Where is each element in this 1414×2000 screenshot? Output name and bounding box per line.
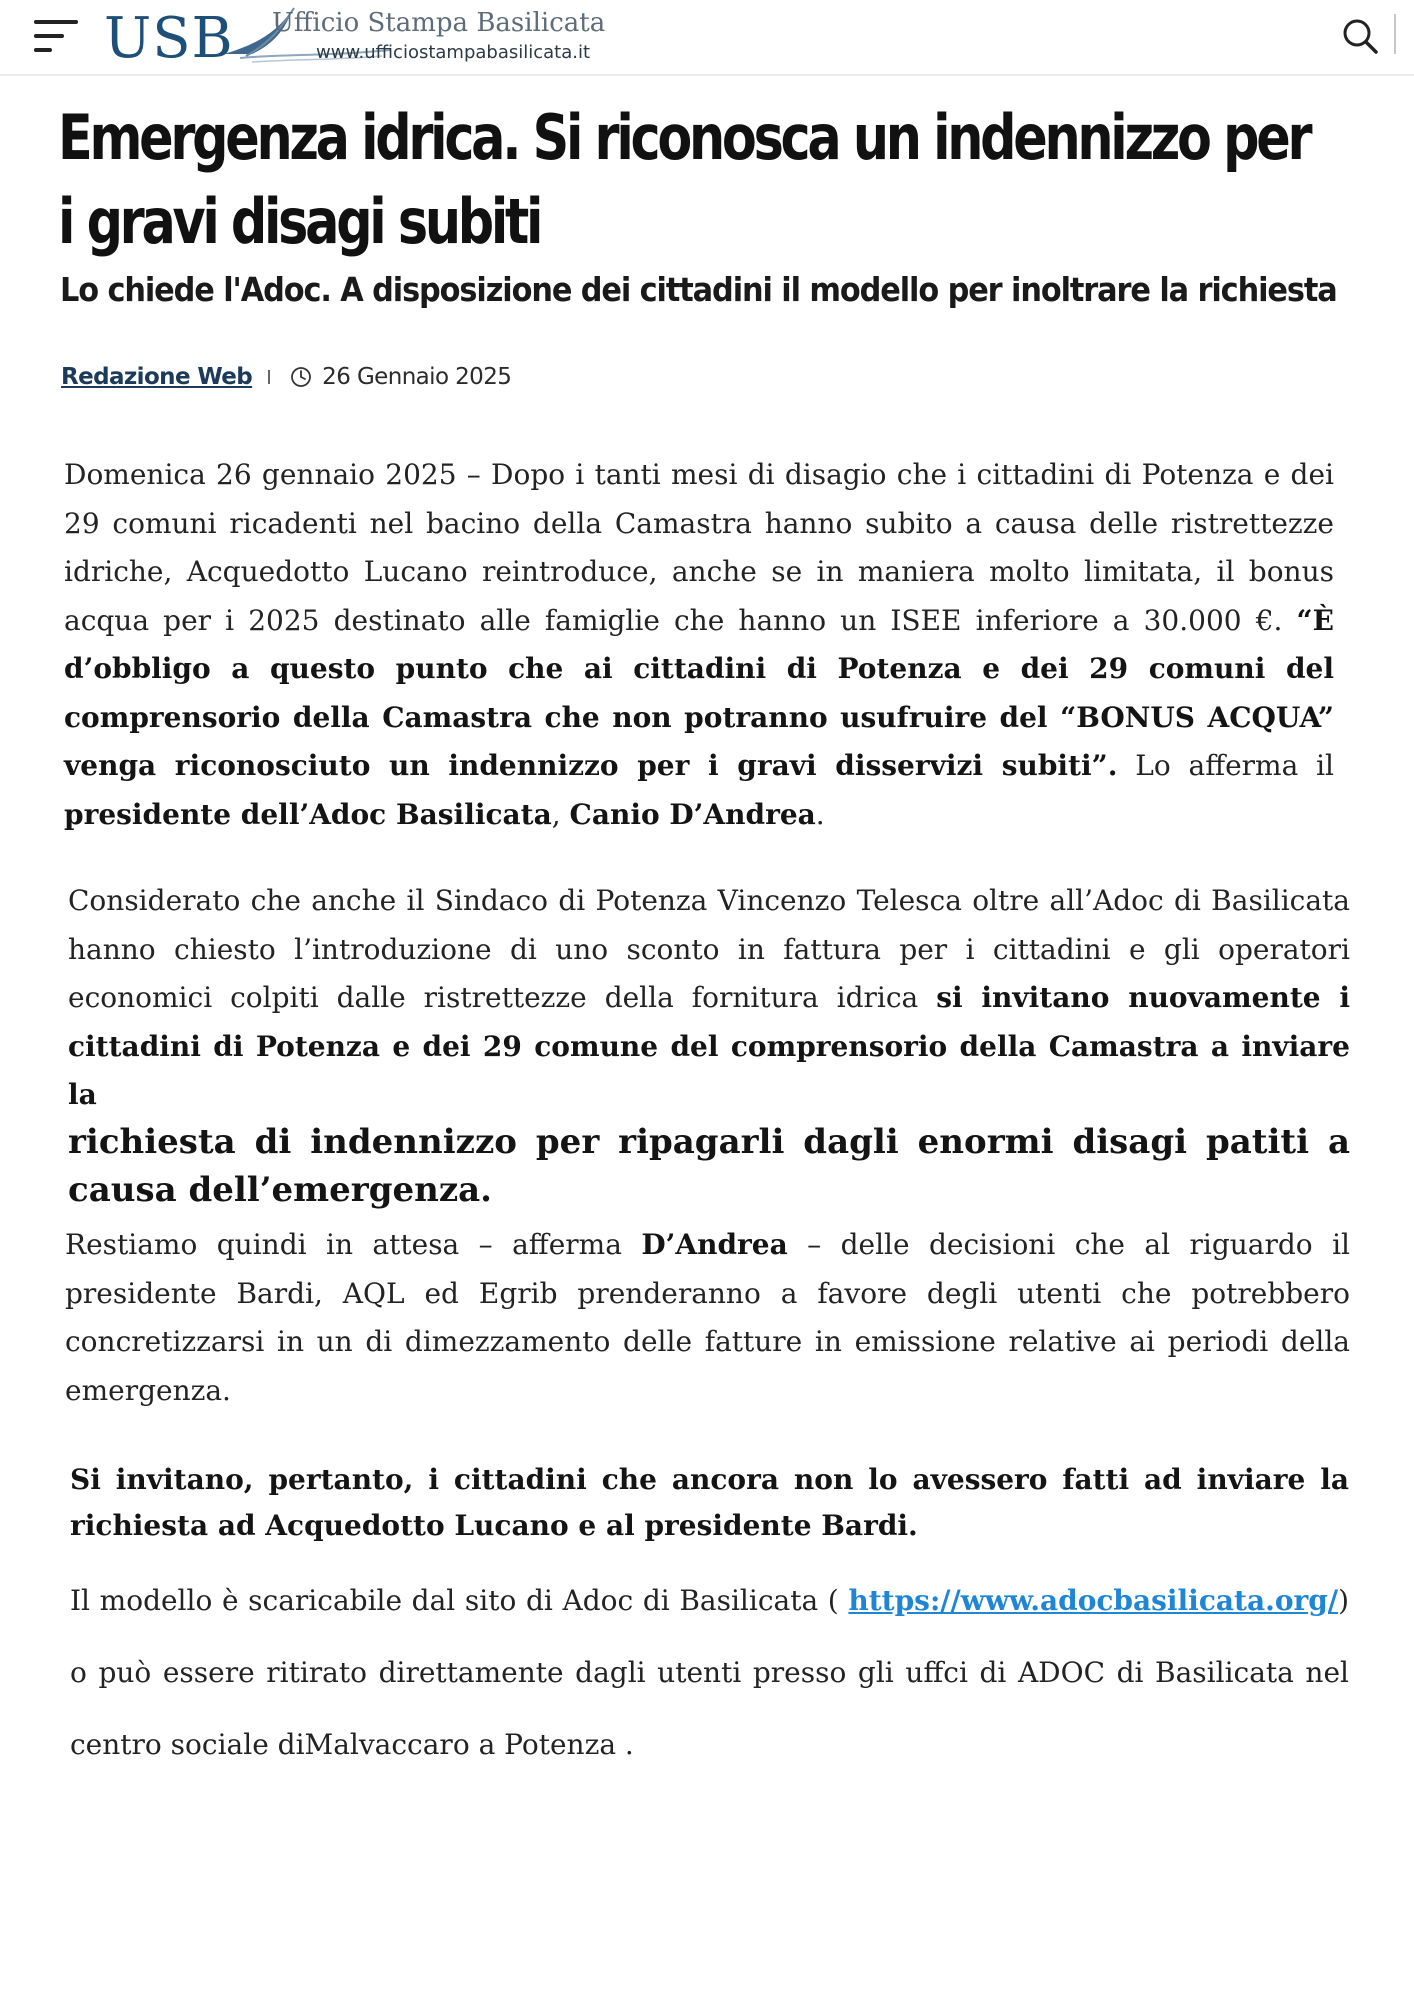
p1-comma: , xyxy=(551,797,570,831)
p5-text: Il modello è scaricabile dal sito di Adoc di Basilicata ( xyxy=(70,1584,849,1617)
article-meta xyxy=(61,362,511,392)
search-icon[interactable] xyxy=(1340,16,1380,56)
paragraph-3 xyxy=(65,1221,1350,1415)
paragraph-5 xyxy=(70,1565,1349,1781)
page-title: Emergenza idrica. Si riconosca un indennizzo per i gravi disagi subiti xyxy=(58,101,1310,258)
paragraph-2 xyxy=(68,877,1350,1217)
paragraph-4 xyxy=(70,1457,1349,1549)
p5-text-2: ) o può essere ritirato direttamente dagli utenti presso gli uffci di ADOC di Basilicata nel centro sociale diMalvaccaro a Potenza . xyxy=(70,1584,1349,1761)
site-url: www.ufficiostampabasilicata.it xyxy=(316,42,591,63)
site-logo[interactable] xyxy=(104,0,624,72)
article-subtitle: Lo chiede l'Adoc. A disposizione dei cittadini il modello per inoltrare la richiesta xyxy=(60,270,1337,309)
p3-text: Restiamo quindi in attesa – afferma xyxy=(65,1228,642,1261)
site-header xyxy=(0,0,1414,76)
menu-icon[interactable] xyxy=(34,18,82,56)
meta-divider xyxy=(268,370,270,384)
author-link[interactable]: Redazione Web xyxy=(61,364,253,390)
p3-name: D’Andrea xyxy=(641,1228,788,1261)
p3-text-2: – delle decisioni che al riguardo il presidente Bardi, AQL ed Egrib prenderanno a favore degli utenti che potrebbero concretizzarsi in un di dimezzamento delle fatture in emissione relative ai periodi della emergenza. xyxy=(65,1228,1350,1407)
paragraph-1 xyxy=(64,451,1334,839)
adoc-website-link[interactable]: https://www.adocbasilicata.org/ xyxy=(848,1584,1339,1617)
clock-icon xyxy=(290,366,312,388)
p1-quote: “È d’obbligo a questo punto che ai cittadini di Potenza e dei 29 comuni del comprensorio della Camastra che non potranno usufruire del “BONUS ACQUA” venga riconosciuto un indennizzo per i gravi disservizi subiti”. xyxy=(64,603,1334,782)
p4-bold: Si invitano, pertanto, i cittadini che ancora non lo avessero fatti ad inviare la richiesta ad Acquedotto Lucano e al presidente Bardi. xyxy=(70,1463,1349,1542)
publish-date: 26 Gennaio 2025 xyxy=(322,364,512,390)
p2-text: Considerato che anche il Sindaco di Potenza Vincenzo Telesca oltre all’Adoc di Basilicata hanno chiesto l’introduzione di uno sconto in fattura per i cittadini e gli operatori economici colpiti dalle ristrettezze della fornitura idrica xyxy=(68,884,1350,1014)
p1-text: Domenica 26 gennaio 2025 – Dopo i tanti mesi di disagio che i cittadini di Potenza e dei 29 comuni ricadenti nel bacino della Camastra hanno subito a causa delle ristrettezze idriche, Acquedotto Lucano reintroduce, anche se in maniera molto limitata, il bonus acqua per i 2025 destinato alle famiglie che hanno un ISEE inferiore a 30.000 €. xyxy=(64,458,1334,637)
p2-bold-large: richiesta di indennizzo per ripagarli dagli enormi disagi patiti a causa dell’emergenza. xyxy=(68,1121,1350,1210)
p2-bold: si invitano nuovamente i cittadini di Potenza e dei 29 comune del comprensorio della Camastra a inviare la xyxy=(68,981,1350,1111)
header-divider xyxy=(1394,14,1396,54)
p1-text-2: Lo afferma il xyxy=(1117,749,1334,782)
site-name: Ufficio Stampa Basilicata xyxy=(272,8,606,38)
p1-end: . xyxy=(815,797,825,831)
logo-usb: USB xyxy=(104,6,234,71)
p1-role: presidente dell’Adoc Basilicata xyxy=(64,797,552,831)
p1-name: Canio D’Andrea xyxy=(569,797,816,831)
